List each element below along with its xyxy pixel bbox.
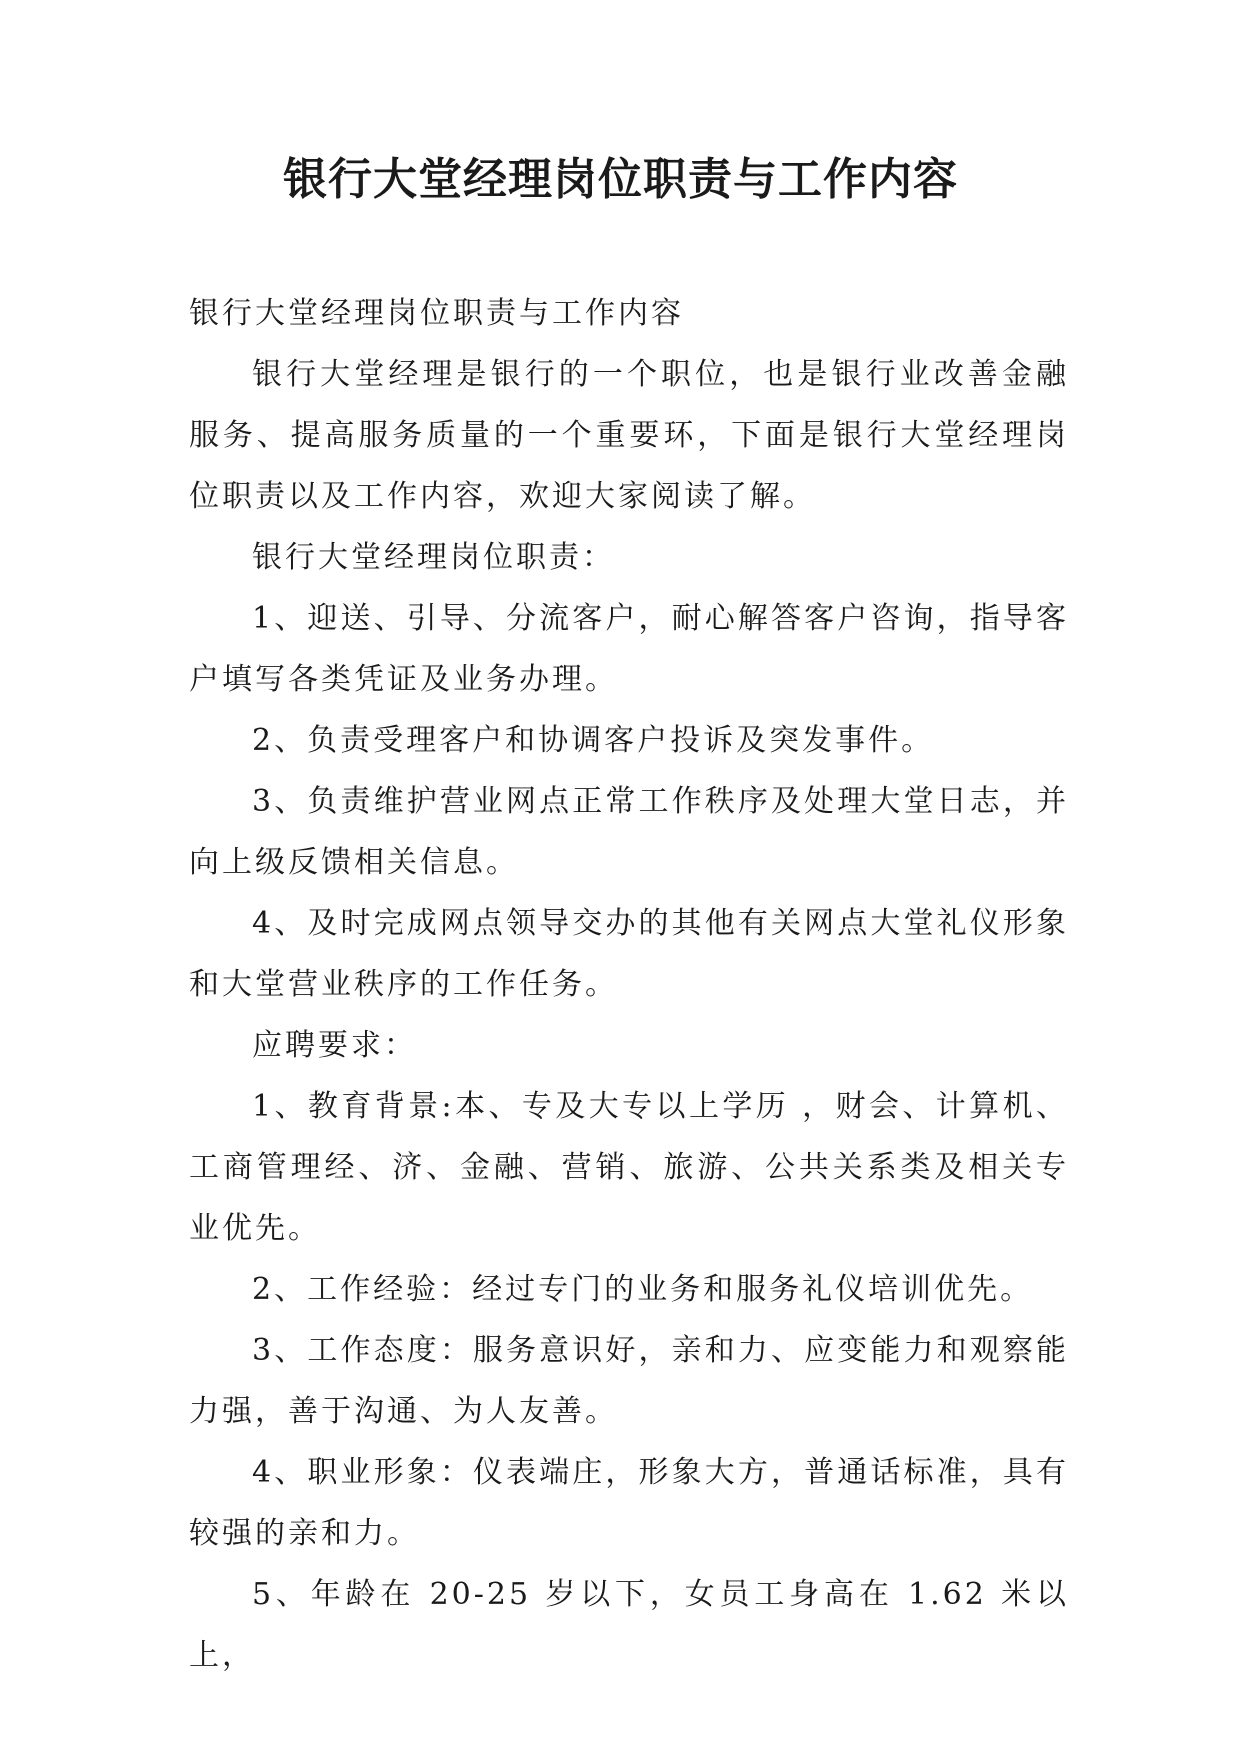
document-body <box>189 283 1069 1686</box>
duty-item: 4、及时完成网点领导交办的其他有关网点大堂礼仪形象和大堂营业秩序的工作任务。 <box>189 906 1069 1002</box>
duty-item: 2、负责受理客户和协调客户投诉及突发事件。 <box>252 723 935 758</box>
duty-item: 1、迎送、引导、分流客户，耐心解答客户咨询，指导客户填写各类凭证及业务办理。 <box>189 601 1069 697</box>
requirement-item: 4、职业形象：仪表端庄，形象大方，普通话标准，具有较强的亲和力。 <box>189 1455 1069 1551</box>
document-title: 银行大堂经理岗位职责与工作内容 <box>283 154 958 205</box>
requirement-item: 3、工作态度：服务意识好，亲和力、应变能力和观察能力强，善于沟通、为人友善。 <box>189 1333 1069 1429</box>
requirement-item: 5、年龄在 20-25 岁以下，女员工身高在 1.62 米以上， <box>189 1577 1069 1673</box>
duty-item: 3、负责维护营业网点正常工作秩序及处理大堂日志，并向上级反馈相关信息。 <box>189 784 1069 880</box>
paragraph: 银行大堂经理是银行的一个职位，也是银行业改善金融服务、提高服务质量的一个重要环，下面是银行大堂经理岗位职责以及工作内容，欢迎大家阅读了解。 <box>189 357 1069 514</box>
requirement-item: 2、工作经验：经过专门的业务和服务礼仪培训优先。 <box>252 1272 1034 1307</box>
section-heading-duties: 银行大堂经理岗位职责： <box>252 540 615 575</box>
section-heading-requirements: 应聘要求： <box>252 1028 417 1063</box>
requirement-item: 1、教育背景:本、专及大专以上学历 ，财会、计算机、工商管理经、济、金融、营销、旅游、公共关系类及相关专业优先。 <box>189 1089 1069 1246</box>
paragraph: 银行大堂经理岗位职责与工作内容 <box>189 296 684 331</box>
